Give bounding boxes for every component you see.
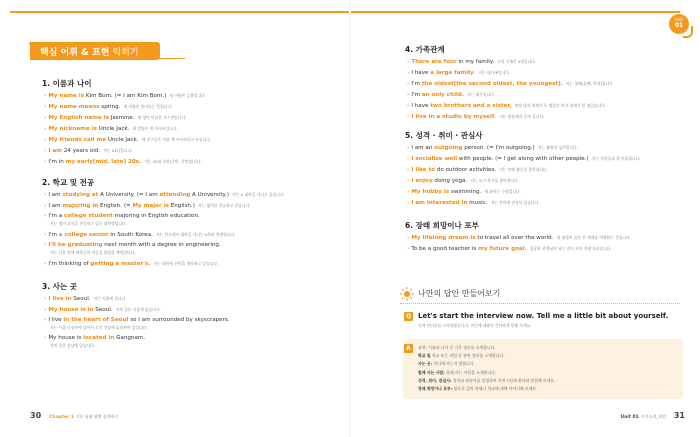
bullet-icon: › <box>44 137 47 143</box>
answer-line-text: 유형: 이름과 나이 등 기본 정보를 소개합니다. <box>418 345 496 350</box>
expression-highlight: in the heart of Seoul <box>63 317 129 323</box>
expression-text: English. (= <box>98 203 133 209</box>
expression-item <box>44 260 218 268</box>
section-heading: 3. 사는 곳 <box>42 282 78 291</box>
korean-translation: 저는 20대 초반[중반, 후반]입니다. <box>144 159 203 164</box>
expression-highlight: There are four <box>411 59 457 65</box>
korean-translation: 제 별명은 잭 아저씨입니다. <box>132 126 178 131</box>
expression-highlight: My English name is <box>48 115 109 121</box>
expression-text: Kim Bom. (= I am Kim Bom.) <box>84 93 167 99</box>
expression-highlight: I am interested in <box>411 200 468 206</box>
bullet-icon: › <box>44 213 47 219</box>
answer-line <box>418 370 496 376</box>
section-heading: 1. 이름과 나이 <box>42 79 92 88</box>
expression-text: I'm <box>411 81 422 87</box>
bullet-icon: › <box>44 104 47 110</box>
expression-text: Gangnam. <box>114 335 146 341</box>
bullet-icon: › <box>44 335 47 341</box>
expression-highlight: majoring in <box>62 203 99 209</box>
korean-translation: 저는 대학원 진학을 생각하고 있습니다. <box>153 261 219 266</box>
expression-highlight: I'll be graduating <box>48 242 103 248</box>
expression-text: A University. (= I am <box>98 192 160 198</box>
bullet-icon: › <box>407 145 410 151</box>
expression-item <box>407 245 612 253</box>
bullet-icon: › <box>44 296 47 302</box>
expression-highlight: I am <box>48 148 62 154</box>
expression-text: doing yoga. <box>432 178 468 184</box>
expression-item <box>44 125 178 133</box>
answer-line-heading: 성격, 취미, 관심사: <box>418 377 452 383</box>
expression-text: spring. <box>99 104 121 110</box>
expression-text: I am <box>48 203 63 209</box>
expression-highlight: a college senior <box>58 232 109 238</box>
expression-highlight: outgoing <box>434 145 463 151</box>
my-answer-title: 나만의 답안 만들어보기 <box>418 289 501 298</box>
bullet-icon: › <box>407 59 410 65</box>
expression-highlight: a large family. <box>430 70 476 76</box>
expression-item <box>407 58 536 66</box>
section-heading: 5. 성격 · 취미 · 관심사 <box>405 131 483 140</box>
korean-translation: 제 이름은 김봄입니다. <box>169 93 207 98</box>
section-heading: 2. 학교 및 전공 <box>42 178 95 187</box>
bullet-icon: › <box>44 261 47 267</box>
expression-item <box>407 102 606 110</box>
sun-icon <box>400 287 414 301</box>
footer-right <box>590 411 685 420</box>
expression-text: A University.) <box>190 192 230 198</box>
page-number-left: 30 <box>30 411 42 420</box>
expression-highlight: college student <box>63 213 113 219</box>
chapter-label: Chapter 1 <box>49 415 74 420</box>
korean-translation: 저의 집은 강남에 있습니다. <box>50 343 96 348</box>
expression-highlight: I like to <box>411 167 436 173</box>
expression-highlight: My friends call me <box>48 137 107 143</box>
expression-text: I'm thinking of <box>48 261 91 267</box>
korean-translation: 훌륭한 선생님이 되는 것이 저의 미래 목표입니다. <box>529 246 612 251</box>
expression-item <box>44 295 127 303</box>
expression-item <box>407 166 548 174</box>
bullet-icon: › <box>407 103 410 109</box>
answer-line-heading: 함께 사는 사람: <box>418 369 445 375</box>
bullet-icon: › <box>44 192 47 198</box>
expression-item <box>407 144 578 152</box>
dotted-divider <box>400 303 680 304</box>
bullet-icon: › <box>407 235 410 241</box>
footer-left <box>30 411 118 420</box>
expression-item <box>407 91 495 99</box>
answer-line-heading: 학교 및 <box>418 353 431 359</box>
korean-translation: 저는 사람들과 잘 어울립니다. <box>591 156 641 161</box>
expression-text: I live <box>48 317 64 323</box>
unit-title: 자기소개_직업 <box>640 414 666 419</box>
korean-translation: 저는 다음 달에 화학공학 전공을 졸업할 예정입니다. <box>50 250 136 255</box>
expression-highlight: two brothers and a sister, <box>430 103 512 109</box>
bullet-icon: › <box>44 317 47 323</box>
bullet-icon: › <box>407 156 410 162</box>
korean-translation: 저는 활발한 성격입니다. <box>537 145 579 150</box>
bullet-icon: › <box>407 189 410 195</box>
bullet-icon: › <box>407 70 410 76</box>
expression-highlight: my early[mid, late] 20s. <box>65 159 142 165</box>
answer-line-text: 성격과 관심사를 설명하여 자연스럽게 취미와 연결해 보세요. <box>451 377 556 383</box>
expression-text: I am an <box>411 145 435 151</box>
bullet-icon: › <box>44 159 47 165</box>
bullet-icon: › <box>407 246 410 252</box>
expression-text: in South Korea. <box>108 232 153 238</box>
page-title-main: 핵심 어휘 & 표현 <box>40 48 113 58</box>
expression-item <box>407 80 614 88</box>
korean-translation: 저는 영어를 전공하고 있습니다. <box>197 203 251 208</box>
expression-item <box>44 213 200 227</box>
expression-text: I'm in <box>48 159 66 165</box>
expression-item <box>44 335 145 349</box>
star-icon: ✦ <box>27 40 35 50</box>
question-icon: Q <box>405 313 412 320</box>
expression-item <box>44 242 221 256</box>
expression-item <box>44 158 202 166</box>
answer-line <box>418 378 555 384</box>
expression-text: Seoul. <box>93 307 113 313</box>
expression-text: so I am surrounded by skyscrapers. <box>128 317 230 323</box>
expression-text: do outdoor activities. <box>435 167 497 173</box>
expression-highlight: My name is <box>48 93 85 99</box>
page-title-highlight: 익히기 <box>112 48 139 58</box>
bullet-icon: › <box>44 307 47 313</box>
expression-highlight: the oldest[the second oldest, the youngest]. <box>421 81 563 87</box>
korean-translation: 우리 가족은 4명입니다. <box>497 59 537 64</box>
expression-item <box>44 136 211 144</box>
expression-highlight: located in <box>83 335 115 341</box>
page-title <box>40 45 139 58</box>
expression-text: to travel all over the world. <box>475 235 554 241</box>
expression-highlight: getting a master's. <box>90 261 151 267</box>
expression-text: in my family. <box>456 59 495 65</box>
korean-translation: 제 평생의 꿈은 전 세계를 여행하는 것입니다. <box>556 235 631 240</box>
expression-item <box>407 177 519 185</box>
expression-highlight: I live in a studio by myself. <box>411 114 497 120</box>
expression-text: I'm a <box>48 213 64 219</box>
expression-item <box>407 69 510 77</box>
korean-translation: 저는 외동입니다. <box>467 92 496 97</box>
question-text: Let's start the interview now. Tell me a little bit about yourself. <box>418 312 669 320</box>
answer-line-text: 어디에 사는지 말합니다. <box>432 361 475 367</box>
answer-line <box>418 345 496 351</box>
expression-item <box>44 147 132 155</box>
bullet-icon: › <box>407 178 410 184</box>
korean-translation: 저희 집은 서울에 있습니다. <box>115 307 161 312</box>
expression-item <box>407 113 544 121</box>
bullet-icon: › <box>407 200 410 206</box>
bullet-icon: › <box>44 93 47 99</box>
unit-badge-number: 01 <box>674 22 684 29</box>
expression-text: I have <box>411 70 431 76</box>
expression-text: I have <box>411 103 431 109</box>
answer-line-heading: 장래 희망이나 포부: <box>418 386 453 391</box>
expression-text: music. <box>467 200 488 206</box>
korean-translation: 저는 요가 하기를 좋아합니다. <box>470 178 520 183</box>
expression-highlight: I enjoy <box>411 178 433 184</box>
korean-translation: 제 이름은 봄이라는 뜻입니다. <box>123 104 173 109</box>
bullet-icon: › <box>407 114 410 120</box>
korean-translation: 제 영어 이름은 자스민입니다. <box>137 115 187 120</box>
answer-line-heading: 사는 곳: <box>418 361 433 367</box>
expression-text: Seoul. <box>71 296 91 302</box>
korean-translation: 저는 서울 중심부에 살아서 고층 건물에 둘러싸여 있습니다. <box>50 325 148 330</box>
korean-translation: 저는 첫째[둘째, 막내]입니다. <box>565 81 614 86</box>
expression-text: English.) <box>168 203 195 209</box>
expression-text: I'm <box>48 232 59 238</box>
expression-item <box>407 188 521 196</box>
bullet-icon: › <box>44 203 47 209</box>
expression-item <box>44 202 250 210</box>
bullet-icon: › <box>44 148 47 154</box>
expression-highlight: My nickname is <box>48 126 97 132</box>
expression-highlight: studying at <box>62 192 99 198</box>
expression-text: person. (= I'm outgoing.) <box>462 145 535 151</box>
expression-item <box>407 234 631 242</box>
expression-highlight: My hobby is <box>411 189 450 195</box>
answer-line-text: 함께 사는 사람을 소개합니다. <box>444 369 497 375</box>
korean-translation: 저는 A 대학을 다니고 있습니다. <box>232 192 285 197</box>
bullet-icon: › <box>44 126 47 132</box>
bullet-icon: › <box>44 232 47 238</box>
unit-swoosh-decoration <box>683 26 693 38</box>
answer-line <box>418 386 537 392</box>
bullet-icon: › <box>44 242 47 248</box>
korean-translation: 저는 야외 활동을 좋아합니다. <box>499 167 549 172</box>
chapter-title: 기본 유형 답변 공략하기 <box>75 414 119 419</box>
expression-text: Uncle Jack. <box>106 137 139 143</box>
korean-translation: 제 친구들은 저를 잭 아저씨라고 부릅니다. <box>141 137 212 142</box>
korean-translation: 저는 서울에 삽니다. <box>93 296 127 301</box>
section-heading: 6. 장래 희망이나 포부 <box>405 221 479 230</box>
expression-item <box>407 199 539 207</box>
korean-translation: 저는 영어 교육을 전공하고 있는 대학생입니다. <box>50 221 127 226</box>
expression-highlight: my future goal. <box>478 246 527 252</box>
expression-highlight: I live in <box>48 296 72 302</box>
expression-item <box>44 114 186 122</box>
expression-text: with people. (= I get along with other people.) <box>457 156 589 162</box>
top-rule <box>10 11 680 13</box>
expression-item <box>44 317 230 331</box>
page-gutter <box>349 0 351 437</box>
page-number-right: 31 <box>673 411 685 420</box>
expression-text: I am <box>48 192 63 198</box>
answer-line-text: 앞으로 일의 형태나 학교에 대해 이야기해 보세요. <box>452 386 538 391</box>
korean-translation: 제겐 남자 형제가 두 명있고 여자 형제가 한 명있습니다. <box>514 103 607 108</box>
expression-text: swimming. <box>449 189 482 195</box>
korean-translation: 저는 한국에서 대학을 다니는 4학년 학생입니다. <box>155 232 236 237</box>
bullet-icon: › <box>407 167 410 173</box>
expression-text: Uncle Jack. <box>96 126 130 132</box>
expression-item <box>44 92 206 100</box>
korean-translation: 제 취미는 수영입니다. <box>484 189 521 194</box>
answer-line-text: 학교 또는 직업 등 관련 정보를 소개합니다. <box>430 353 505 359</box>
expression-item <box>407 155 641 163</box>
bullet-icon: › <box>44 115 47 121</box>
expression-text: majoring in English education. <box>112 213 200 219</box>
expression-text: I'm <box>411 92 422 98</box>
unit-badge-label: Unit <box>674 17 684 22</box>
answer-icon: A <box>404 344 413 353</box>
korean-translation: 저는 원룸에서 혼자 삽니다. <box>499 114 545 119</box>
expression-text: My house is <box>48 335 84 341</box>
expression-highlight: My name means <box>48 104 100 110</box>
expression-highlight: My lifelong dream is <box>411 235 476 241</box>
expression-item <box>44 231 235 239</box>
expression-text: Jasmine. <box>108 115 135 121</box>
korean-translation: 저는 대가족입니다. <box>478 70 511 75</box>
korean-translation: 저는 음악에 관심이 있습니다. <box>490 200 540 205</box>
expression-highlight: I socialize well <box>411 156 458 162</box>
expression-item <box>44 306 161 314</box>
korean-translation: 저는 24살입니다. <box>103 148 133 153</box>
unit-label: Unit 01 <box>620 415 639 420</box>
expression-text: next month with a degree in engineering. <box>102 242 221 248</box>
expression-highlight: My house is in <box>48 307 94 313</box>
section-heading: 4. 가족관계 <box>405 45 445 54</box>
expression-text: 24 years old. <box>61 148 101 154</box>
expression-item <box>44 191 285 199</box>
expression-highlight: an only child. <box>421 92 465 98</box>
bullet-icon: › <box>407 92 410 98</box>
expression-text: To be a good teacher is <box>411 246 479 252</box>
bullet-icon: › <box>407 81 410 87</box>
expression-highlight: attending <box>159 192 191 198</box>
question-translation: 이제 인터뷰를 시작하겠습니다. 자신에 대해서 간단하게 말해 주세요. <box>418 323 532 328</box>
expression-item <box>44 103 172 111</box>
expression-highlight: My major is <box>132 203 169 209</box>
answer-line <box>418 361 475 367</box>
answer-line <box>418 353 504 359</box>
